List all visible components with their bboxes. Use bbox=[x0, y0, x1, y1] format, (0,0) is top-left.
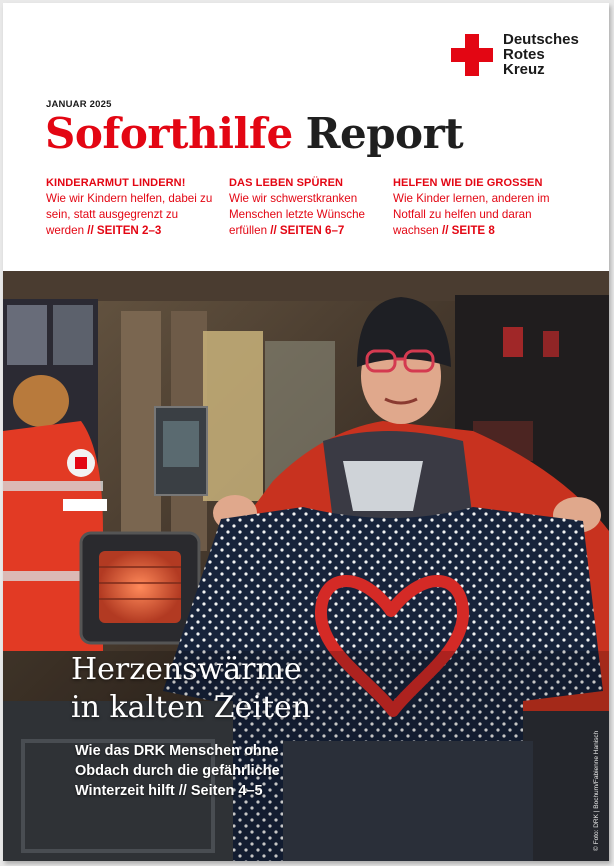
logo-line-3: Kreuz bbox=[503, 61, 545, 78]
teaser-heading: DAS LEBEN SPÜREN bbox=[229, 177, 344, 189]
logo-line-1: Deutsches bbox=[503, 31, 579, 48]
title-report: Report bbox=[305, 109, 464, 158]
teaser-heading: HELFEN WIE DIE GROSSEN bbox=[393, 177, 543, 189]
teaser-body: Wie wir schwerstkranken Menschen letzte Wünsche erfüllen bbox=[229, 192, 365, 237]
subline-line-2: Obdach durch die gefährliche bbox=[75, 763, 280, 779]
teaser-leben-spueren[interactable] bbox=[229, 175, 399, 239]
title-soforthilfe: Soforthilfe bbox=[45, 109, 293, 158]
teaser-pages: // SEITE 8 bbox=[442, 224, 495, 237]
teaser-helfen-grossen[interactable] bbox=[393, 175, 563, 239]
cover-photo bbox=[3, 271, 609, 861]
photo-credit: © Foto: DRK | Bochum/Fabienne Hanisch bbox=[593, 730, 600, 851]
teaser-body: Wie Kinder lernen, anderen im Notfall zu helfen und daran wachsen bbox=[393, 192, 550, 237]
red-cross-icon bbox=[451, 34, 493, 76]
teaser-heading: KINDERARMUT LINDERN! bbox=[46, 177, 186, 189]
magazine-title bbox=[45, 106, 463, 162]
cover-subline[interactable] bbox=[75, 741, 280, 801]
logo-wordmark bbox=[503, 32, 579, 77]
subline-line-3: Winterzeit hilft // Seiten 4–5 bbox=[75, 783, 263, 799]
headline-line-2: in kalten Zeiten bbox=[71, 690, 312, 725]
issue-date: JANUAR 2025 bbox=[46, 99, 112, 110]
teaser-body: Wie wir Kindern helfen, dabei zu sein, statt ausgegrenzt zu werden bbox=[46, 192, 213, 237]
magazine-cover bbox=[3, 3, 609, 861]
cover-headline bbox=[71, 651, 311, 727]
logo-line-2: Rotes bbox=[503, 46, 545, 63]
subline-line-1: Wie das DRK Menschen ohne bbox=[75, 743, 279, 759]
teaser-pages: // SEITEN 2–3 bbox=[87, 224, 162, 237]
teaser-kinderarmut[interactable] bbox=[46, 175, 216, 239]
teaser-pages: // SEITEN 6–7 bbox=[270, 224, 345, 237]
drk-logo[interactable] bbox=[451, 32, 601, 80]
headline-line-1: Herzenswärme bbox=[71, 652, 302, 687]
